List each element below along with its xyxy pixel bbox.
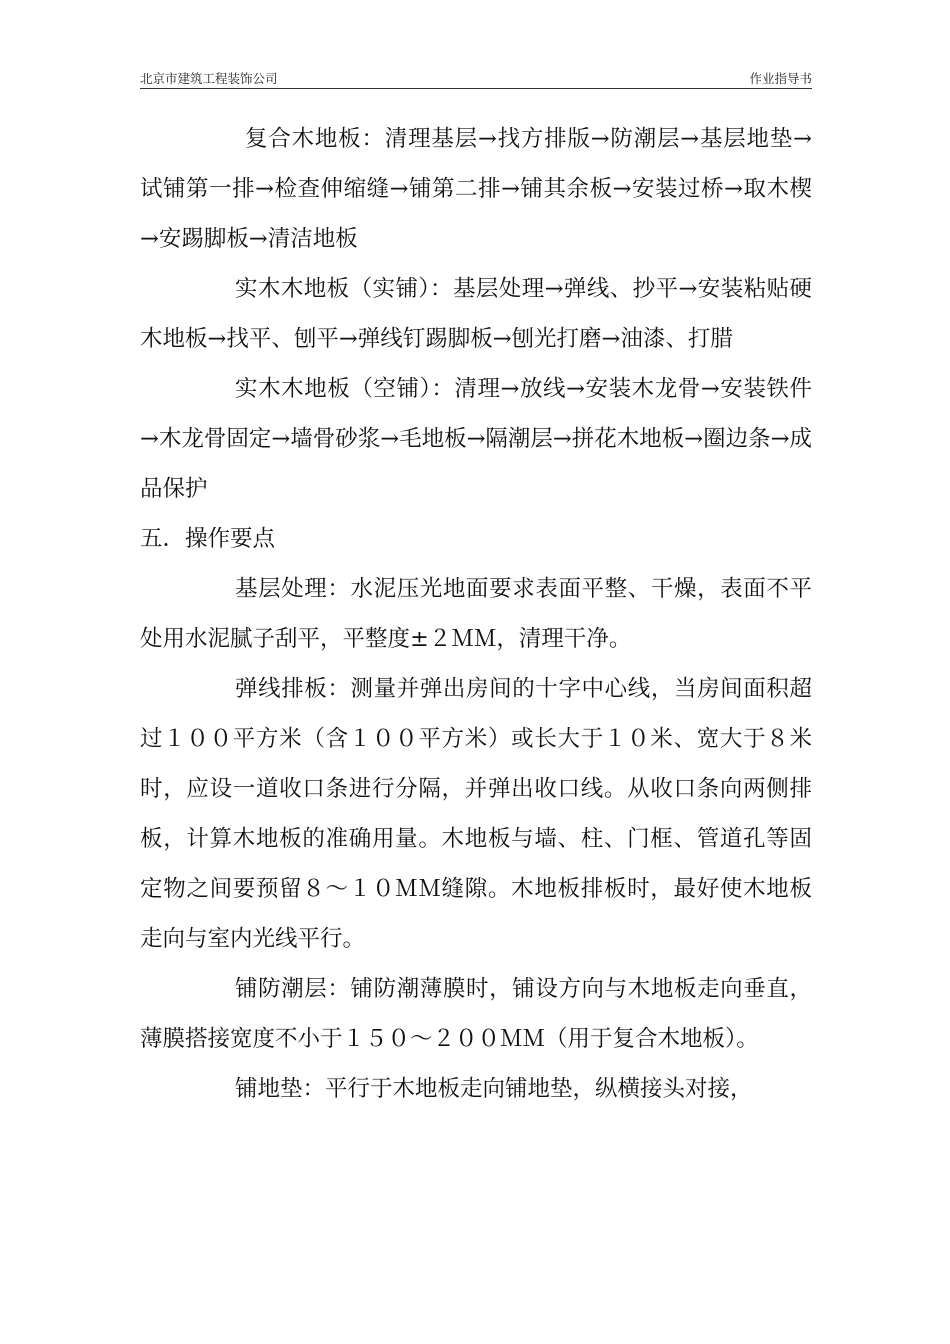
document-body [140, 114, 812, 1114]
paragraph-line-marking-layout: 弹线排板：测量并弹出房间的十字中心线，当房间面积超过１００平方米（含１００平方米）或长大于１０米、宽大于８米时，应设一道收口条进行分隔，并弹出收口线。从收口条向两侧排板，计算木地板的准确用量。木地板与墙、柱、门框、管道孔等固定物之间要预留８～１０ＭＭ缝隙。木地板排板时，最好使木地板走向与室内光线平行。 [140, 676, 812, 952]
paragraph-solid-floor-suspended-process: 实木木地板（空铺）：清理→放线→安装木龙骨→安装铁件→木龙骨固定→墙骨砂浆→毛地板→隔潮层→拼花木地板→圈边条→成品保护 [140, 376, 812, 502]
page-header [140, 66, 812, 89]
paragraph-composite-floor-process: 复合木地板：清理基层→找方排版→防潮层→基层地垫→试铺第一排→检查伸缩缝→铺第二排→铺其余板→安装过桥→取木楔→安踢脚板→清洁地板 [140, 126, 812, 252]
header-company-name: 北京市建筑工程装饰公司 [140, 71, 278, 86]
paragraph-solid-floor-glued-process: 实木木地板（实铺）：基层处理→弹线、抄平→安装粘贴硬木地板→找平、刨平→弹线钉踢脚板→刨光打磨→油漆、打腊 [140, 276, 812, 352]
paragraph-base-treatment: 基层处理：水泥压光地面要求表面平整、干燥，表面不平处用水泥腻子刮平，平整度±２ＭＭ，清理干净。 [140, 576, 812, 652]
section-heading-operation-points: 五．操作要点 [140, 526, 276, 552]
paragraph-moisture-barrier: 铺防潮层：铺防潮薄膜时，铺设方向与木地板走向垂直，薄膜搭接宽度不小于１５０～２００ＭＭ（用于复合木地板）。 [140, 976, 812, 1052]
header-document-type: 作业指导书 [749, 71, 812, 86]
paragraph-underlay: 铺地垫：平行于木地板走向铺地垫，纵横接头对接， [235, 1076, 753, 1102]
